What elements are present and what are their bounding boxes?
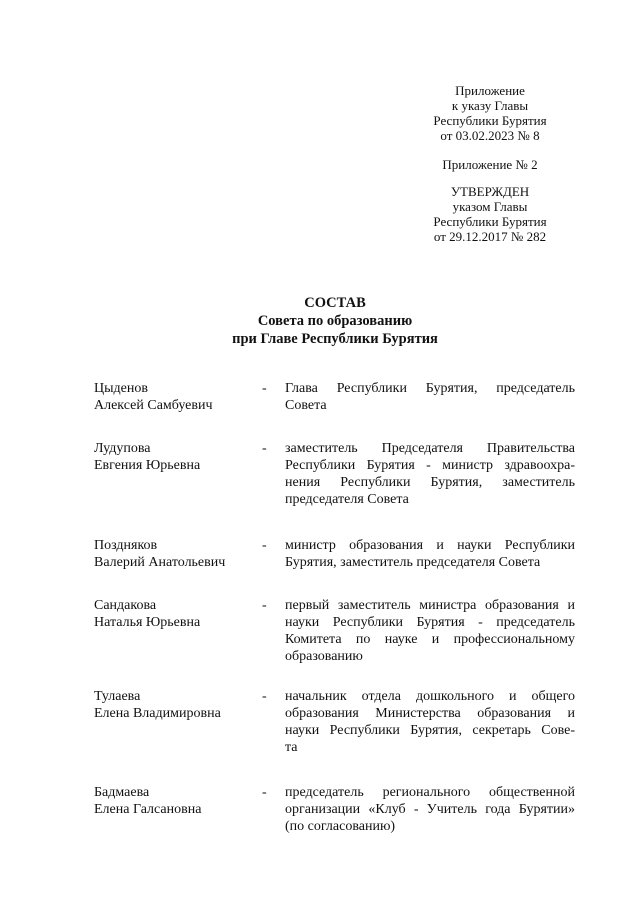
role-line: Совета bbox=[285, 398, 327, 413]
role-line: Комитета по науке и профессиональному bbox=[285, 632, 575, 647]
member-role bbox=[285, 380, 575, 414]
approval-line: указом Главы bbox=[452, 199, 528, 214]
title-line: при Главе Республики Бурятия bbox=[232, 331, 438, 347]
separator-dash: - bbox=[262, 598, 267, 613]
appendix-reference bbox=[400, 83, 580, 143]
role-line: та bbox=[285, 740, 298, 755]
separator-dash: - bbox=[262, 381, 267, 396]
member-surname: Сандакова bbox=[94, 598, 157, 613]
member-given-names: Валерий Анатольевич bbox=[94, 555, 226, 570]
member-given-names: Евгения Юрьевна bbox=[94, 458, 201, 473]
title-line: Совета по образованию bbox=[257, 313, 413, 329]
role-line: заместитель Председателя Правительства bbox=[285, 441, 575, 456]
member-role bbox=[285, 440, 575, 508]
role-line: образования Министерства образования и bbox=[285, 706, 575, 721]
role-line: (по согласованию) bbox=[285, 819, 396, 834]
member-surname: Поздняков bbox=[94, 538, 158, 553]
separator-dash: - bbox=[262, 689, 267, 704]
member-given-names: Елена Владимировна bbox=[94, 706, 221, 721]
appendix-line: Приложение bbox=[455, 83, 525, 98]
appendix-line: от 03.02.2023 № 8 bbox=[440, 128, 540, 143]
role-line: министр образования и науки Республики bbox=[285, 538, 575, 553]
member-surname: Лудупова bbox=[94, 441, 151, 456]
role-line: науки Республики Бурятия - председатель bbox=[285, 615, 575, 630]
title-line: СОСТАВ bbox=[304, 295, 366, 311]
member-surname: Тулаева bbox=[94, 689, 141, 704]
member-surname: Бадмаева bbox=[94, 785, 150, 800]
role-line: Глава Республики Бурятия, председатель bbox=[285, 381, 575, 396]
approval-stamp bbox=[400, 184, 580, 244]
separator-dash: - bbox=[262, 785, 267, 800]
member-surname: Цыденов bbox=[94, 381, 148, 396]
appendix-line: к указу Главы bbox=[451, 98, 529, 113]
member-name bbox=[94, 784, 254, 818]
approval-line: Республики Бурятия bbox=[433, 214, 547, 229]
document-title bbox=[0, 294, 640, 348]
appendix-number bbox=[400, 157, 580, 172]
member-name bbox=[94, 440, 254, 474]
member-name bbox=[94, 688, 254, 722]
role-line: Республики Бурятия - министр здравоохра- bbox=[285, 458, 575, 473]
role-line: председатель регионального общественной bbox=[285, 785, 575, 800]
role-line: организации «Клуб - Учитель года Бурятии» bbox=[285, 802, 575, 817]
member-role bbox=[285, 784, 575, 835]
role-line: науки Республики Бурятия, секретарь Сове- bbox=[285, 723, 575, 738]
role-line: председателя Совета bbox=[285, 492, 409, 507]
role-line: образованию bbox=[285, 649, 363, 664]
member-given-names: Елена Галсановна bbox=[94, 802, 202, 817]
role-line: Бурятия, заместитель председателя Совета bbox=[285, 555, 541, 570]
role-line: начальник отдела дошкольного и общего bbox=[285, 689, 575, 704]
separator-dash: - bbox=[262, 441, 267, 456]
role-line: первый заместитель министра образования и bbox=[285, 598, 575, 613]
appendix-line: Республики Бурятия bbox=[433, 113, 547, 128]
approval-line: УТВЕРЖДЕН bbox=[450, 184, 530, 199]
member-name bbox=[94, 380, 254, 414]
member-role bbox=[285, 537, 575, 571]
member-given-names: Алексей Самбуевич bbox=[94, 398, 213, 413]
role-line: нения Республики Бурятия, заместитель bbox=[285, 475, 575, 490]
separator-dash: - bbox=[262, 538, 267, 553]
member-name bbox=[94, 537, 254, 571]
member-given-names: Наталья Юрьевна bbox=[94, 615, 201, 630]
member-name bbox=[94, 597, 254, 631]
appendix-number-text: Приложение № 2 bbox=[442, 157, 538, 172]
member-role bbox=[285, 688, 575, 756]
member-role bbox=[285, 597, 575, 665]
approval-line: от 29.12.2017 № 282 bbox=[433, 229, 547, 244]
